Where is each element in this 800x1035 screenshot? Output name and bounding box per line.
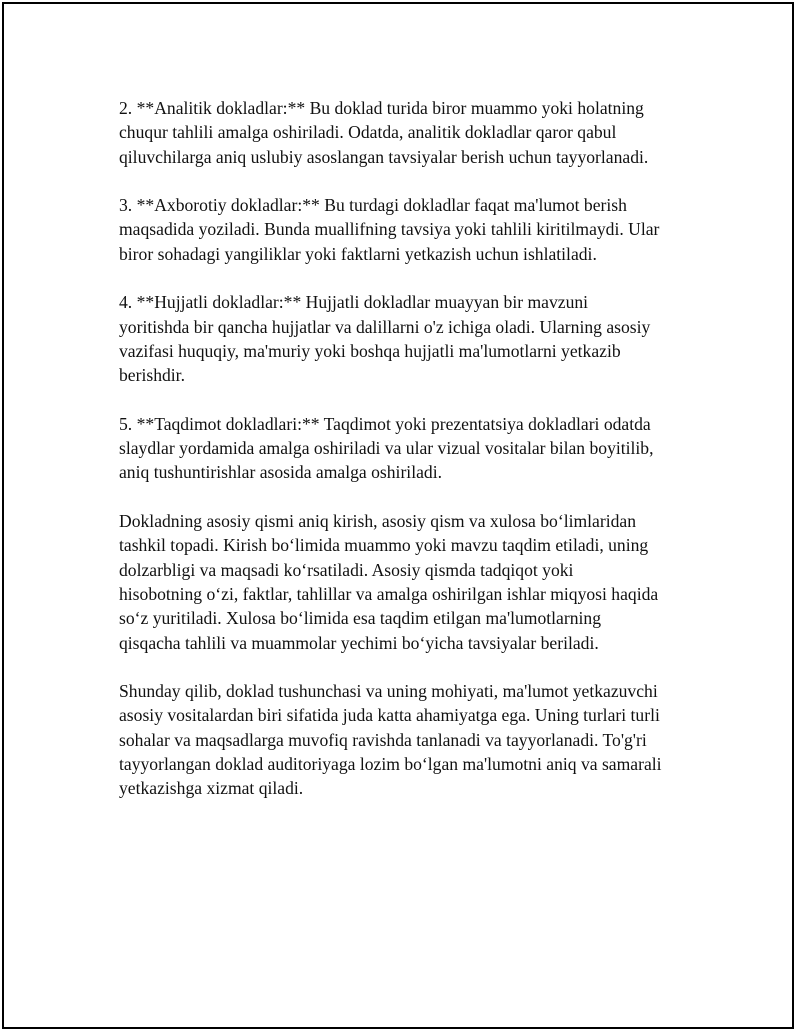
paragraph-taqdimot-dokladlari: 5. **Taqdimot dokladlari:** Taqdimot yoki prezentatsiya dokladlari odatda slaydlar yordamida amalga oshiriladi va ular vizual vositalar bilan boyitilib, aniq tushuntirishlar asosida amalga oshiriladi.: [119, 413, 654, 483]
document-page: [2, 2, 794, 1029]
paragraph-hujjatli-dokladlar: 4. **Hujjatli dokladlar:** Hujjatli dokladlar muayyan bir mavzuni yoritishda bir qancha hujjatlar va dalillarni o'z ichiga oladi. Ularning asosiy vazifasi huquqiy, ma'muriy yoki boshqa hujjatli ma'lumotlarni yetkazib berishdir.: [119, 292, 651, 386]
paragraph-axborotiy-dokladlar: 3. **Axborotiy dokladlar:** Bu turdagi dokladlar faqat ma'lumot berish maqsadida yoziladi. Bunda muallifning tavsiya yoki tahlili kiritilmaydi. Ular biror sohadagi yangiliklar yoki faktlarni yetkazish uchun ishlatiladi.: [119, 195, 660, 264]
paragraph-conclusion: Shunday qilib, doklad tushunchasi va uning mohiyati, ma'lumot yetkazuvchi asosiy vositalardan biri sifatida juda katta ahamiyatga ega. Uning turlari turli sohalar va maqsadlarga muvofiq ravishda tanlanadi va tayyorlanadi. To'g'ri tayyorlangan doklad auditoriyaga lozim bo‘lgan ma'lumotni aniq va samarali yetkazishga xizmat qiladi.: [119, 681, 662, 799]
paragraph-analitik-dokladlar: 2. **Analitik dokladlar:** Bu doklad turida biror muammo yoki holatning chuqur tahlili amalga oshiriladi. Odatda, analitik dokladlar qaror qabul qiluvchilarga aniq uslubiy asoslangan tavsiyalar berish uchun tayyorlanadi.: [119, 98, 649, 167]
paragraph-doklad-structure: Dokladning asosiy qismi aniq kirish, asosiy qism va xulosa bo‘limlaridan tashkil topadi. Kirish bo‘limida muammo yoki mavzu taqdim etiladi, uning dolzarbligi va maqsadi ko‘rsatiladi. Asosiy qismda tadqiqot yoki hisobotning o‘zi, faktlar, tahlillar va amalga oshirilgan ishlar miqyosi haqida so‘z yuritiladi. Xulosa bo‘limida esa taqdim etilgan ma'lumotlarning qisqacha tahlili va muammolar yechimi bo‘yicha tavsiyalar beriladi.: [119, 511, 659, 653]
document-body: [119, 96, 699, 825]
